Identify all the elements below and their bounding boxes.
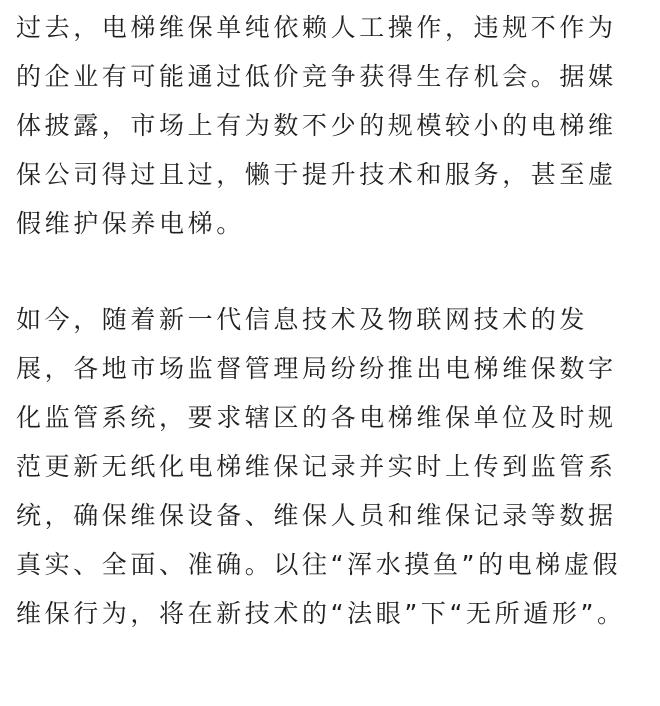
paragraph-line: 范更新无纸化电梯维保记录并实时上传到监管系 [16, 452, 617, 481]
paragraph-line: 假维护保养电梯。 [16, 209, 245, 238]
paragraph-line: 如今，随着新一代信息技术及物联网技术的发 [16, 305, 589, 334]
paragraph-line: 的企业有可能通过低价竞争获得生存机会。据媒 [16, 62, 617, 91]
paragraph-spacer [16, 248, 630, 295]
paragraph-past [16, 3, 630, 248]
paragraph-line: 过去，电梯维保单纯依赖人工操作，违规不作为 [16, 13, 617, 42]
paragraph-line: 体披露，市场上有为数不少的规模较小的电梯维 [16, 111, 617, 140]
paragraph-now [16, 295, 630, 638]
paragraph-line: 化监管系统，要求辖区的各电梯维保单位及时规 [16, 403, 617, 432]
paragraph-line: 统，确保维保设备、维保人员和维保记录等数据 [16, 501, 617, 530]
paragraph-line: 保公司得过且过，懒于提升技术和服务，甚至虚 [16, 160, 617, 189]
paragraph-line: 展，各地市场监督管理局纷纷推出电梯维保数字 [16, 354, 617, 383]
paragraph-line: 真实、全面、准确。以往“浑水摸鱼”的电梯虚假 [16, 550, 622, 579]
paragraph-line: 维保行为，将在新技术的“法眼”下“无所遁形”。 [16, 599, 626, 628]
